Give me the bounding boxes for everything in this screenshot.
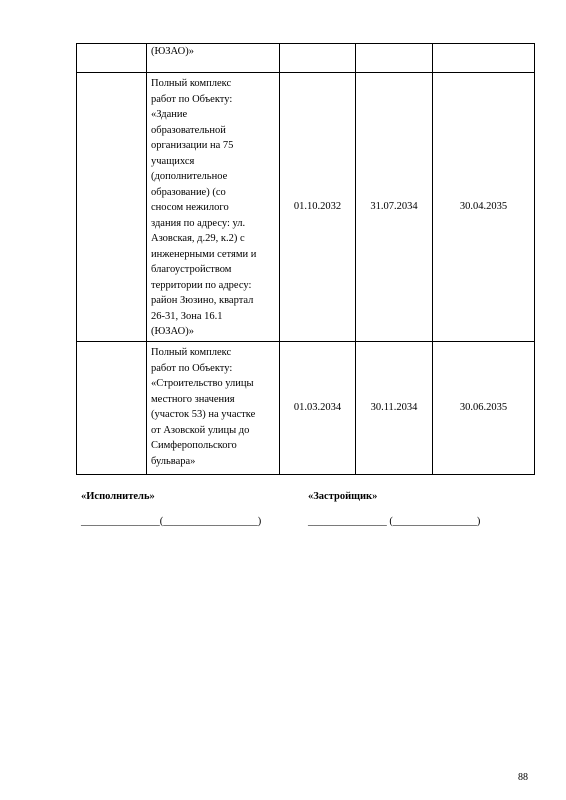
developer-signature-line: _______________ (________________) — [308, 516, 481, 527]
table-cell-start-date — [280, 44, 356, 73]
work-description: (ЮЗАО)» — [151, 46, 194, 57]
table-row — [77, 73, 535, 342]
page-number: 88 — [518, 772, 528, 783]
table-cell-number — [77, 342, 147, 475]
schedule-table — [76, 43, 535, 475]
table-cell-end-date — [356, 44, 433, 73]
table-cell-deadline: 30.04.2035 — [433, 73, 535, 342]
table-cell-start-date: 01.10.2032 — [280, 73, 356, 342]
table-cell-end-date: 31.07.2034 — [356, 73, 433, 342]
executor-signature-line: _______________(__________________) — [81, 516, 262, 527]
work-description: Полный комплекс работ по Объекту: «Строительство улицы местного значения (участок 53) на участке от Азовской улицы до Симферопольского бульвара» — [151, 347, 256, 467]
table-row — [77, 44, 535, 73]
table-cell-deadline: 30.06.2035 — [433, 342, 535, 475]
table-cell-description — [147, 342, 280, 475]
table-cell-start-date: 01.03.2034 — [280, 342, 356, 475]
table-row — [77, 342, 535, 475]
table-cell-number — [77, 73, 147, 342]
developer-label: «Застройщик» — [308, 491, 378, 502]
table-cell-number — [77, 44, 147, 73]
table-cell-description — [147, 44, 280, 73]
table-cell-deadline — [433, 44, 535, 73]
table-cell-end-date: 30.11.2034 — [356, 342, 433, 475]
table-cell-description — [147, 73, 280, 342]
work-description: Полный комплекс работ по Объекту: «Здание образовательной организации на 75 учащихся (дополнительное образование) (со сносом нежилого здания по адресу: ул. Азовская, д.29, к.2) с инженерными сетями и благоустройством территории по адресу: район Зюзино, квартал 26-31, Зона 16.1 (ЮЗАО)» — [151, 78, 257, 337]
executor-label: «Исполнитель» — [81, 491, 155, 502]
